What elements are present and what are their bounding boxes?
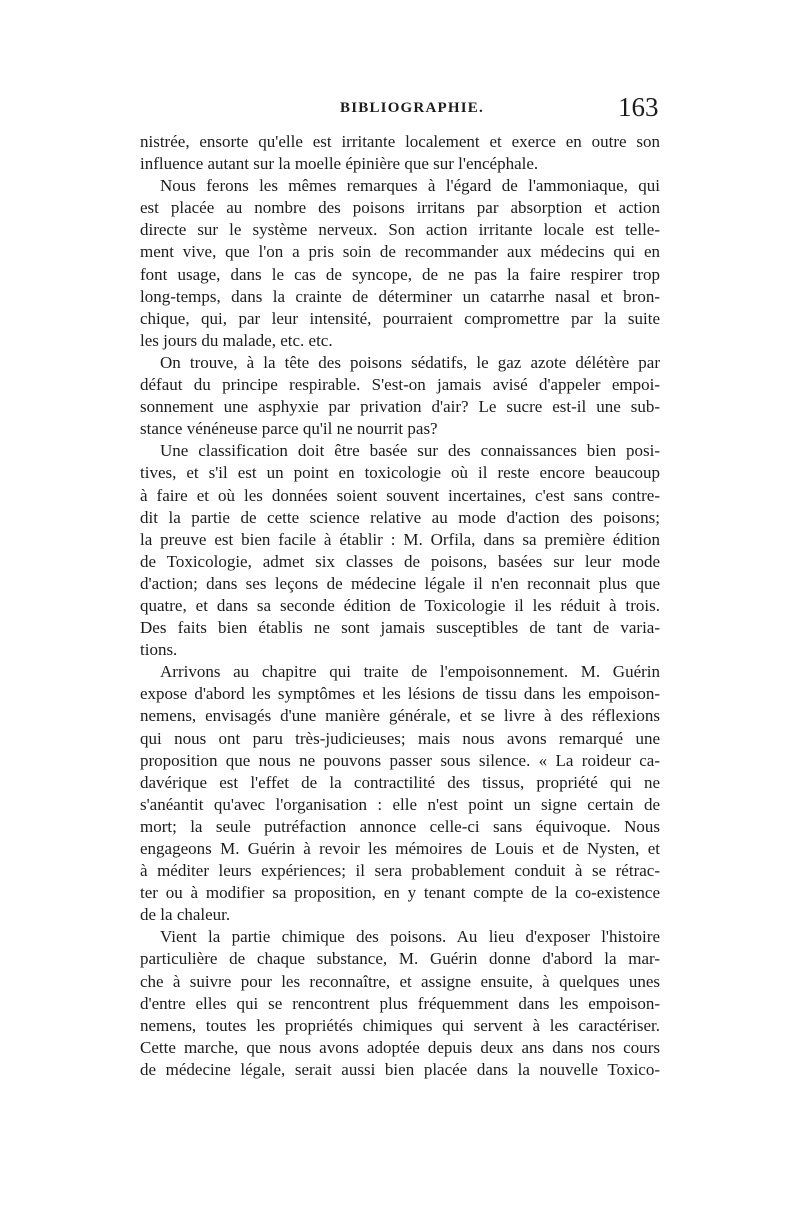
text-line: dit la partie de cette science relative au mode d'action des poisons;: [140, 507, 660, 527]
text-line: influence autant sur la moelle épinière que sur l'encéphale.: [140, 154, 539, 174]
text-line: Vient la partie chimique des poisons. Au lieu d'exposer l'histoire: [160, 927, 660, 947]
text-line: nemens, envisagés d'une manière générale, et se livre à des réflexions: [140, 706, 660, 726]
text-line: la preuve est bien facile à établir : M. Orfila, dans sa première édition: [140, 529, 660, 549]
text-line: engageons M. Guérin à revoir les mémoires de Louis et de Nysten, et: [140, 839, 660, 858]
text-line: ment vive, que l'on a pris soin de recommander aux médecins qui en: [140, 242, 660, 262]
text-line: défaut du principe respirable. S'est-on jamais avisé d'appeler empoi-: [140, 375, 660, 395]
text-line: qui nous ont paru très-judicieuses; mais nous avons remarqué une: [140, 728, 660, 748]
text-line: mort; la seule putréfaction annonce celle-ci sans équivoque. Nous: [140, 816, 660, 836]
text-line: Nous ferons les mêmes remarques à l'égard de l'ammoniaque, qui: [160, 176, 660, 196]
text-line: tions.: [140, 640, 178, 660]
text-line: tives, et s'il est un point en toxicologie où il reste encore beaucoup: [140, 463, 660, 483]
text-line: de la chaleur.: [140, 905, 231, 925]
text-line: directe sur le système nerveux. Son action irritante locale est telle-: [140, 220, 660, 240]
body-text: [140, 131, 660, 1081]
running-title: BIBLIOGRAPHIE.: [340, 100, 484, 116]
text-line: d'entre elles qui se rencontrent plus fréquemment dans les empoison-: [140, 993, 660, 1013]
text-line: est placée au nombre des poisons irritans par absorption et action: [140, 198, 660, 218]
text-line: font usage, dans le cas de syncope, de ne pas la faire respirer trop: [140, 264, 660, 284]
text-line: quatre, et dans sa seconde édition de Toxicologie il les réduit à trois.: [140, 595, 660, 615]
text-line: che à suivre pour les reconnaître, et assigne ensuite, à quelques unes: [140, 971, 660, 991]
text-line: à méditer leurs expériences; il sera probablement conduit à se rétrac-: [140, 861, 660, 881]
text-line: expose d'abord les symptômes et les lésions de tissu dans les empoison-: [140, 684, 660, 704]
text-line: nemens, toutes les propriétés chimiques qui servent à les caractériser.: [140, 1015, 660, 1035]
text-line: particulière de chaque substance, M. Guérin donne d'abord la mar-: [140, 949, 660, 969]
text-line: à faire et où les données soient souvent incertaines, c'est sans contre-: [140, 485, 660, 505]
page-header: [0, 92, 800, 128]
text-line: sonnement une asphyxie par privation d'air? Le sucre est-il une sub-: [140, 397, 660, 417]
text-line: chique, qui, par leur intensité, pourraient compromettre par la suite: [140, 308, 660, 328]
text-line: long-temps, dans la crainte de déterminer un catarrhe nasal et bron-: [140, 286, 660, 306]
text-line: ter ou à modifier sa proposition, en y tenant compte de la co-existence: [140, 883, 660, 903]
text-line: Arrivons au chapitre qui traite de l'empoisonnement. M. Guérin: [160, 662, 660, 682]
text-line: Une classification doit être basée sur des connaissances bien posi-: [160, 441, 660, 461]
text-line: Des faits bien établis ne sont jamais susceptibles de tant de varia-: [140, 618, 660, 638]
text-line: nistrée, ensorte qu'elle est irritante localement et exerce en outre son: [140, 132, 660, 151]
text-line: proposition que nous ne pouvons passer sous silence. « La roideur ca-: [140, 750, 660, 770]
text-line: d'action; dans ses leçons de médecine légale il n'en reconnait plus que: [140, 573, 660, 593]
text-line: de Toxicologie, admet six classes de poisons, basées sur leur mode: [140, 551, 660, 571]
text-line: de médecine légale, serait aussi bien placée dans la nouvelle Toxico-: [140, 1059, 660, 1079]
page-number: 163: [618, 92, 659, 122]
text-line: davérique est l'effet de la contractilité des tissus, propriété qui ne: [140, 772, 660, 792]
text-line: stance vénéneuse parce qu'il ne nourrit pas?: [140, 419, 438, 439]
text-line: On trouve, à la tête des poisons sédatifs, le gaz azote délétère par: [160, 352, 660, 372]
text-line: s'anéantit qu'avec l'organisation : elle n'est point un signe certain de: [140, 794, 660, 814]
text-line: Cette marche, que nous avons adoptée depuis deux ans dans nos cours: [140, 1037, 660, 1057]
text-line: les jours du malade, etc. etc.: [140, 330, 333, 350]
